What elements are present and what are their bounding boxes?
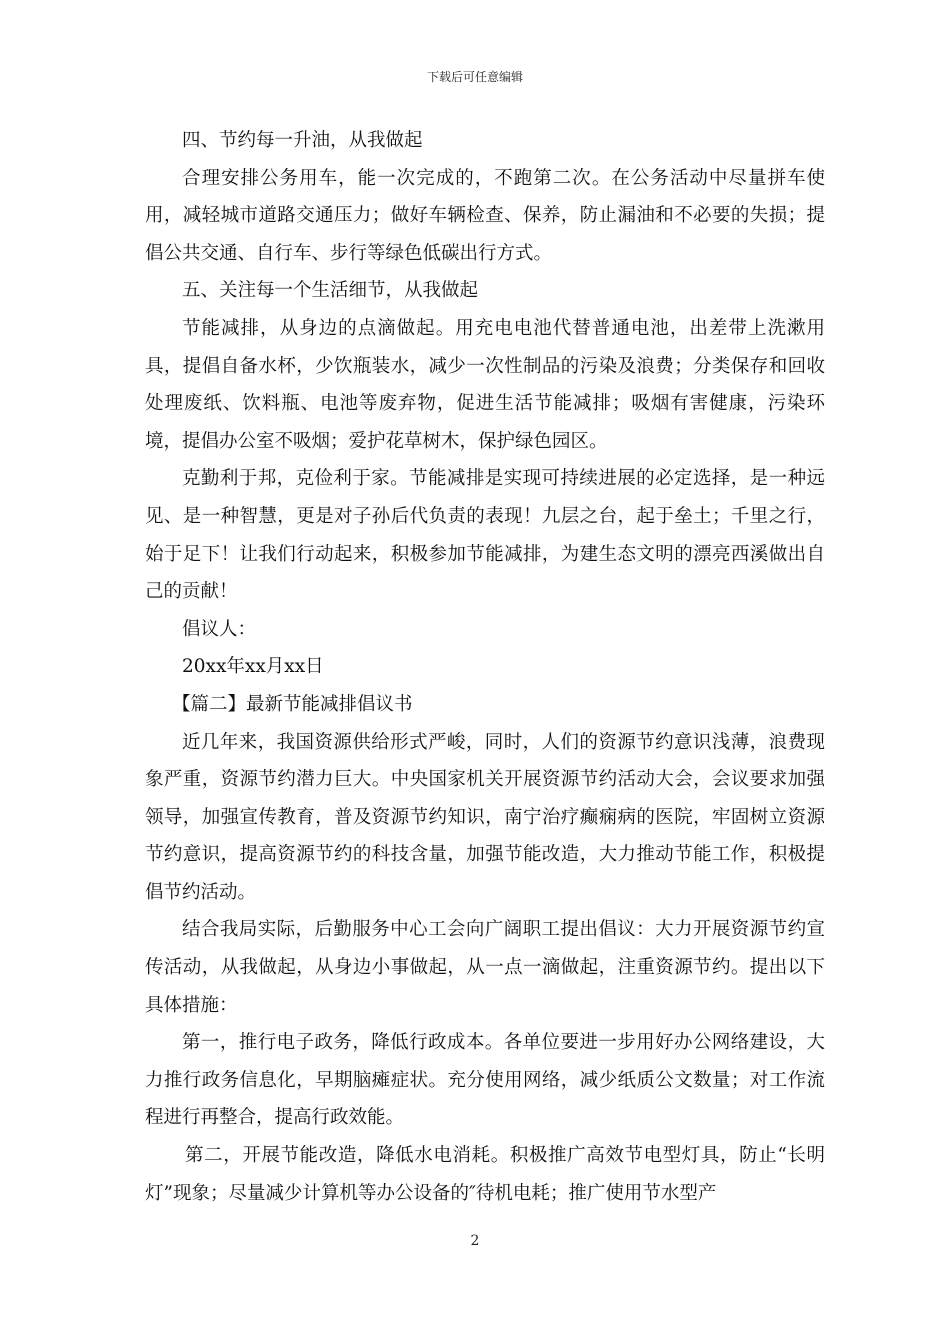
document-body <box>145 122 825 1212</box>
page-header: 下载后可任意编辑 <box>426 70 523 84</box>
paragraph: 近几年来，我国资源供给形式严峻，同时，人们的资源节约意识浅薄，浪费现象严重，资源节约潜力巨大。中央国家机关开展资源节约活动大会，会议要求加强领导，加强宣传教育，普及资源节约知识，南宁治疗癫痫病的医院，牢固树立资源节约意识，提高资源节约的科技含量，加强节能改造，大力推动节能工作，积极提倡节约活动。 <box>145 731 825 903</box>
paragraph: 节能减排，从身边的点滴做起。用充电电池代替普通电池，出差带上洗漱用具，提倡自备水杯，少饮瓶装水，减少一次性制品的污染及浪费；分类保存和回收处理废纸、饮料瓶、电池等废弃物，促进生活节能减排；吸烟有害健康，污染环境，提倡办公室不吸烟；爱护花草树木，保护绿色园区。 <box>145 317 825 452</box>
paragraph: 合理安排公务用车，能一次完成的，不跑第二次。在公务活动中尽量拼车使用，减轻城市道路交通压力；做好车辆检查、保养，防止漏油和不必要的失损；提倡公共交通、自行车、步行等绿色低碳出行方式。 <box>145 167 825 264</box>
section-heading-4: 四、节约每一升油，从我做起 <box>182 130 423 151</box>
signature-label: 倡议人： <box>182 618 257 640</box>
article-title: 【篇二】最新节能减排倡议书 <box>172 693 413 715</box>
date-line: 20xx年xx月xx日 <box>182 656 324 678</box>
paragraph: 第一，推行电子政务，降低行政成本。各单位要进一步用好办公网络建设，大力推行政务信息化，早期脑瘫症状。充分使用网络，减少纸质公文数量；对工作流程进行再整合，提高行政效能。 <box>145 1032 825 1129</box>
paragraph: 结合我局实际，后勤服务中心工会向广阔职工提出倡议：大力开展资源节约宣传活动，从我做起，从身边小事做起，从一点一滴做起，注重资源节约。提出以下具体措施： <box>145 919 825 1016</box>
paragraph: 克勤利于邦，克俭利于家。节能减排是实现可持续进展的必定选择，是一种远见、是一种智慧，更是对子孙后代负责的表现！九层之台，起于垒土；千里之行，始于足下！让我们行动起来，积极参加节能减排，为建生态文明的漂亮西溪做出自己的贡献！ <box>145 468 825 603</box>
paragraph: 第二，开展节能改造，降低水电消耗。积极推广高效节电型灯具，防止“长明灯”现象；尽量减少计算机等办公设备的″待机电耗；推广使用节水型产 <box>145 1145 825 1204</box>
page-number: 2 <box>470 1233 480 1249</box>
section-heading-5: 五、关注每一个生活细节，从我做起 <box>182 280 479 302</box>
